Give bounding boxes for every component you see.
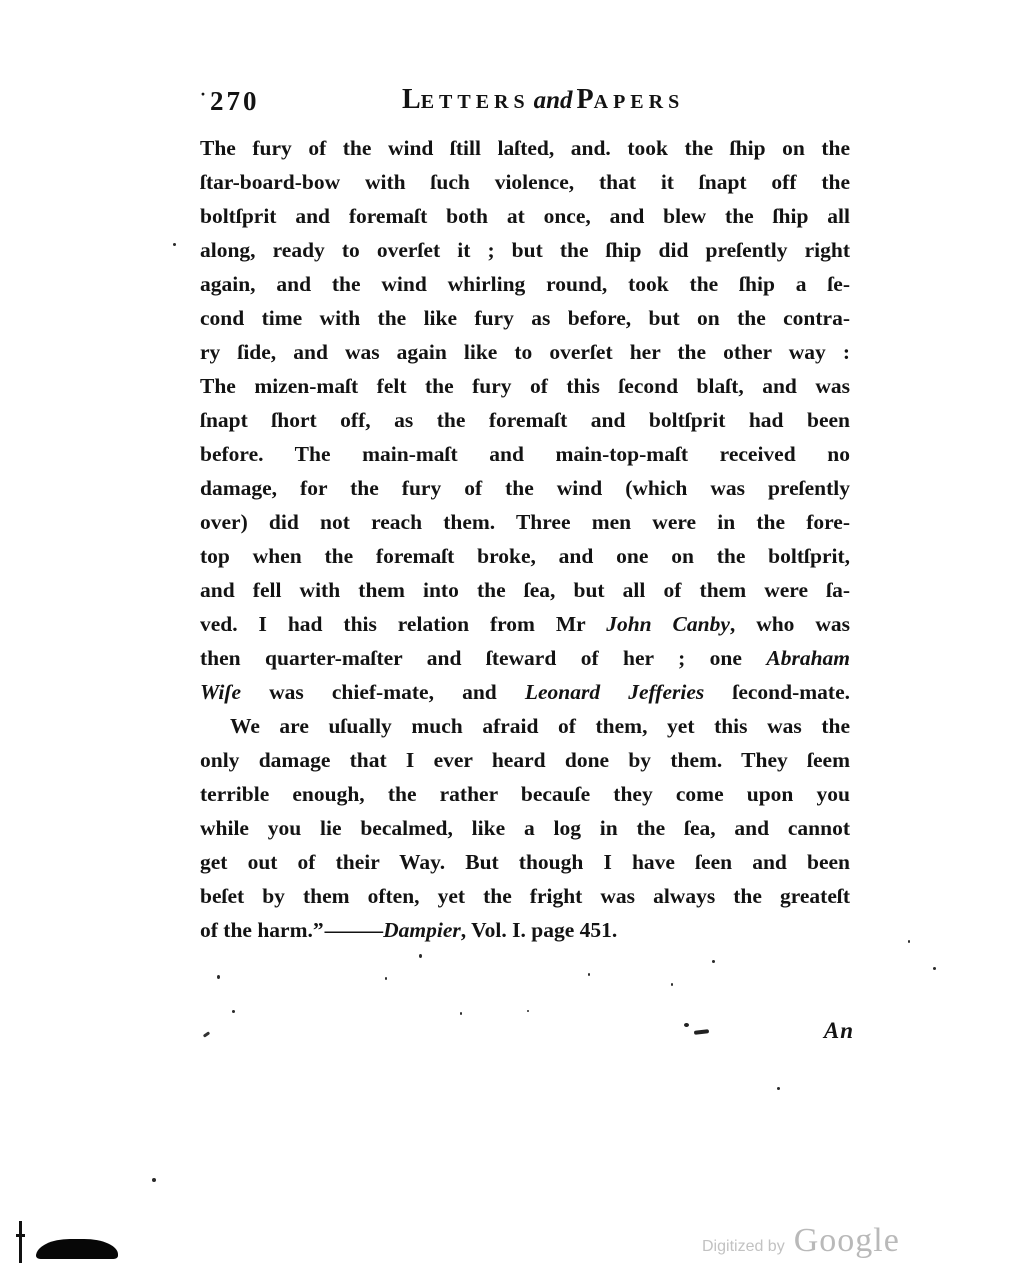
body-text: before. The main-maſt and main-top-maſt received no [200, 442, 850, 466]
scan-speck [152, 1178, 156, 1182]
body-text: while you lie becalmed, like a log in the ſea, and cannot [200, 816, 850, 840]
scan-speck [419, 954, 422, 958]
text-line [200, 301, 850, 335]
catchword: An [823, 1018, 854, 1043]
title-segment: P [576, 84, 594, 115]
body-text: The fury of the wind ſtill laſted, and. took the ſhip on the [200, 136, 850, 160]
page-title [402, 84, 684, 116]
body-text: terrible enough, the rather becauſe they come upon you [200, 782, 850, 806]
scan-speck [173, 243, 176, 246]
body-text: boltſprit and foremaſt both at once, and blew the ſhip all [200, 204, 850, 228]
body-text: ——— [324, 918, 381, 942]
text-line [200, 845, 850, 879]
text-line [200, 777, 850, 811]
scan-smudge [694, 1029, 709, 1035]
text-line [200, 505, 850, 539]
scan-speck [933, 967, 936, 970]
body-text: ſecond-mate. [704, 680, 850, 704]
body-text: , Vol. I. page 451. [460, 918, 618, 942]
text-line [200, 539, 850, 573]
text-line [200, 709, 850, 743]
scan-speck [385, 977, 387, 980]
body-text: ſnapt ſhort off, as the foremaſt and boltſprit had been [200, 408, 850, 432]
digitized-watermark [702, 1222, 900, 1260]
body-text: only damage that I ever heard done by them. They ſeem [200, 748, 850, 772]
text-line [200, 607, 850, 641]
text-line [200, 641, 850, 675]
body-text: top when the foremaſt broke, and one on the boltſprit, [200, 544, 850, 568]
body-text: again, and the wind whirling round, took the ſhip a ſe- [200, 272, 850, 296]
text-line [200, 437, 850, 471]
scan-speck [217, 975, 220, 979]
text-line [200, 573, 850, 607]
title-segment: ETTERS [420, 91, 530, 113]
italic-text: Leonard Jefferies [524, 680, 705, 704]
text-line [200, 369, 850, 403]
page-number: · 270 [210, 86, 260, 117]
title-segment: L [402, 84, 421, 115]
text-line [200, 165, 850, 199]
body-text: and fell with them into the ſea, but all of them were ſa- [200, 578, 850, 602]
text-line [200, 471, 850, 505]
body-text: along, ready to overſet it ; but the ſhip did preſently right [200, 238, 850, 262]
body-text: damage, for the fury of the wind (which was preſently [200, 476, 850, 500]
text-line [200, 675, 850, 709]
text-line [200, 403, 850, 437]
body-text: beſet by them often, yet the fright was always the greateſt [200, 884, 850, 908]
body-text: , who was [729, 612, 850, 636]
google-logo: Google [793, 1222, 900, 1259]
scan-speck [777, 1087, 780, 1090]
italic-text: John Canby [606, 612, 730, 636]
scan-speck [232, 1010, 235, 1013]
body-text: get out of their Way. But though I have ſeen and been [200, 850, 850, 874]
text-line [200, 267, 850, 301]
body-text: cond time with the like fury as before, but on the contra- [200, 306, 850, 330]
body-text: ry ſide, and was again like to overſet her the other way : [200, 340, 850, 364]
title-segment: and [533, 87, 573, 114]
scan-speck [203, 1031, 210, 1037]
watermark-text: Digitized by [702, 1238, 785, 1255]
text-line [200, 811, 850, 845]
scan-speck [460, 1012, 462, 1015]
scan-smudge [684, 1023, 689, 1027]
text-line [200, 743, 850, 777]
italic-text: Abraham [766, 646, 850, 670]
ink-blob [36, 1239, 118, 1259]
body-text: of the harm.” [200, 918, 324, 942]
text-line [200, 335, 850, 369]
body-text: over) did not reach them. Three men were in the fore- [200, 510, 850, 534]
body-text: then quarter-maſter and ſteward of her ; one [200, 646, 767, 670]
scan-speck [712, 960, 715, 963]
text-block [200, 131, 850, 947]
italic-text: Dampier [383, 918, 461, 942]
scan-speck [588, 973, 590, 976]
scan-speck [908, 940, 910, 943]
text-line [200, 199, 850, 233]
text-line [200, 233, 850, 267]
body-text: The mizen-maſt felt the fury of this ſecond blaſt, and was [200, 374, 850, 398]
page-edge-mark [19, 1221, 22, 1263]
italic-text: Wiſe [200, 680, 241, 704]
body-text: ved. I had this relation from Mr [200, 612, 607, 636]
text-line [200, 131, 850, 165]
text-line [200, 913, 850, 947]
page-edge-mark [16, 1234, 25, 1237]
scan-speck [671, 983, 673, 986]
body-text: ſtar-board-bow with ſuch violence, that it ſnapt off the [200, 170, 850, 194]
scan-speck [527, 1010, 529, 1012]
title-segment: APERS [593, 91, 685, 113]
body-text: was chief-mate, and [241, 680, 525, 704]
text-line [200, 879, 850, 913]
body-text: We are uſually much afraid of them, yet this was the [230, 714, 850, 738]
